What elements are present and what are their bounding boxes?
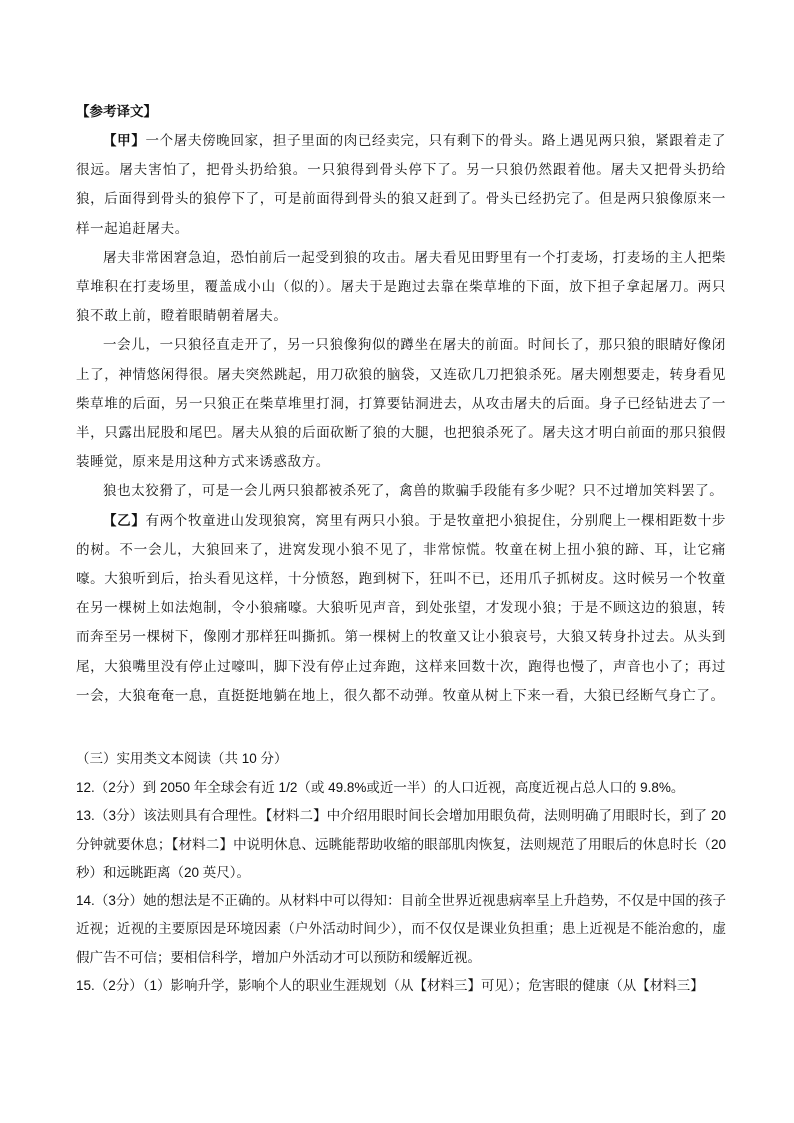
translation-heading: 【参考译文】 — [76, 104, 157, 120]
jia-paragraph-2: 屠夫非常困窘急迫，恐怕前后一起受到狼的攻击。屠夫看见田野里有一个打麦场，打麦场的主人把柴草堆积在打麦场里，覆盖成小山（似的）。屠夫于是跑过去靠在柴草堆的下面，放下担子拿起屠刀。两只狼不敢上前，瞪着眼睛朝着屠夫。 — [76, 249, 726, 325]
jia-label: 【甲】 — [103, 133, 146, 149]
yi-label: 【乙】 — [103, 512, 146, 529]
section-title: （三）实用类文本阅读（共 10 分） — [76, 751, 288, 766]
jia-paragraph-4: 狼也太狡猾了，可是一会儿两只狼都被杀死了，禽兽的欺骗手段能有多少呢？只不过增加笑料罢了。 — [103, 483, 724, 500]
translation-body — [76, 127, 726, 711]
jia-paragraph-3: 一会儿，一只狼径直走开了，另一只狼像狗似的蹲坐在屠夫的前面。时间长了，那只狼的眼睛好像闭上了，神情悠闲得很。屠夫突然跳起，用刀砍狼的脑袋，又连砍几刀把狼杀死。屠夫刚想要走，转身看见柴草堆的后面，另一只狼正在柴草堆里打洞，打算要钻洞进去，从攻击屠夫的后面。身子已经钻进去了一半，只露出屁股和尾巴。屠夫从狼的后面砍断了狼的大腿，也把狼杀死了。屠夫这才明白前面的那只狼假装睡觉，原来是用这种方式来诱惑敌方。 — [76, 337, 726, 471]
jia-paragraph-1: 【甲】一个屠夫傍晚回家，担子里面的肉已经卖完，只有剩下的骨头。路上遇见两只狼，紧跟着走了很远。屠夫害怕了，把骨头扔给狼。一只狼得到骨头停下了。另一只狼仍然跟着他。屠夫又把骨头扔给狼，后面得到骨头的狼停下了，可是前面得到骨头的狼又赶到了。骨头已经扔完了。但是两只狼像原来一样一起追赶屠夫。 — [76, 133, 726, 237]
answer-14: 14.（3分）她的想法是不正确的。从材料中可以得知：目前全世界近视患病率呈上升趋势，不仅是中国的孩子近视；近视的主要原因是环境因素（户外活动时间少），而不仅仅是课业负担重；患上近视是不能治愈的，虚假广告不可信；要相信科学，增加户外活动才可以预防和缓解近视。 — [76, 893, 726, 965]
yi-paragraph-1: 【乙】有两个牧童进山发现狼窝，窝里有两只小狼。于是牧童把小狼捉住，分别爬上一棵相距数十步的树。不一会儿，大狼回来了，进窝发现小狼不见了，非常惊慌。牧童在树上扭小狼的蹄、耳，让它痛嚎。大狼听到后，抬头看见这样，十分愤怒，跑到树下，狂叫不已，还用爪子抓树皮。这时候另一个牧童在另一棵树上如法炮制，令小狼痛嚎。大狼听见声音，到处张望，才发现小狼；于是不顾这边的狼崽，转而奔至另一棵树下，像刚才那样狂叫撕抓。第一棵树上的牧童又让小狼哀号，大狼又转身扑过去。从头到尾，大狼嘴里没有停止过嚎叫，脚下没有停止过奔跑，这样来回数十次，跑得也慢了，声音也小了；再过一会，大狼奄奄一息，直挺挺地躺在地上，很久都不动弹。牧童从树上下来一看，大狼已经断气身亡了。 — [76, 512, 726, 704]
answer-13: 13.（3分）该法则具有合理性。【材料二】中介绍用眼时间长会增加用眼负荷，法则明确了用眼时长，到了 20 分钟就要休息；【材料二】中说明休息、远眺能帮助收缩的眼部肌肉恢复，法则规范了用眼后的休息时长（20 秒）和远眺距离（20 英尺）。 — [76, 808, 726, 880]
answer-12: 12.（2分）到 2050 年全球会有近 1/2（或 49.8%或近一半）的人口近视，高度近视占总人口的 9.8%。 — [76, 780, 685, 795]
answers-section — [76, 748, 726, 1000]
answer-15: 15.（2分）（1）影响升学，影响个人的职业生涯规划（从【材料三】可见）；危害眼的健康（从【材料三】 — [76, 978, 704, 994]
